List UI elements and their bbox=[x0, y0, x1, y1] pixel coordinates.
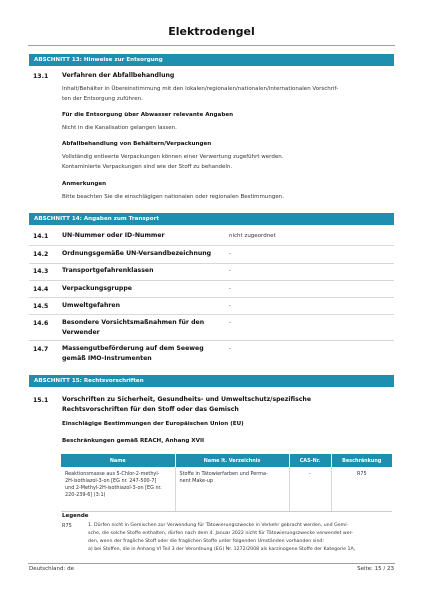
reach-restrictions-table bbox=[61, 454, 392, 512]
row-14-5-value: - bbox=[229, 303, 231, 309]
cell-listed-name bbox=[175, 467, 289, 511]
legend-text-line-1: 1. Dürfen nicht in Gemischen zur Verwendung für Tätowierungszwecke in Verkehr gebracht werden, und Gemi- bbox=[88, 523, 349, 528]
column-header-restriction: Beschränkung bbox=[331, 454, 392, 467]
row-14-2-label: Ordnungsgemäße UN-Versandbezeichnung bbox=[62, 250, 212, 257]
section-15-1-heading-line-1: Vorschriften zu Sicherheit, Gesundheits- und Umweltschutz/spezifische bbox=[62, 396, 312, 403]
section-13-1-heading: Verfahren der Abfallbehandlung bbox=[62, 72, 175, 79]
row-14-3-number: 14.3 bbox=[33, 268, 49, 275]
row-14-7-label-line-1: Massengutbeförderung auf dem Seeweg bbox=[62, 345, 204, 352]
reach-restrictions-subheading: Beschränkungen gemäß REACH, Anhang XVII bbox=[62, 438, 205, 444]
row-14-4-number: 14.4 bbox=[33, 286, 49, 293]
row-divider bbox=[29, 314, 394, 315]
row-divider bbox=[29, 280, 394, 281]
document-title: Elektrodengel bbox=[168, 25, 255, 38]
row-divider bbox=[29, 263, 394, 264]
listed-name-line: nent Make-up bbox=[179, 478, 214, 484]
packaging-subheading: Abfallbehandlung von Behältern/Verpackungen bbox=[62, 141, 212, 147]
section-14-header: ABSCHNITT 14: Angaben zum Transport bbox=[29, 213, 394, 225]
wastewater-text: Nicht in die Kanalisation gelangen lassen. bbox=[62, 125, 177, 131]
section-13-header: ABSCHNITT 13: Hinweise zur Entsorgung bbox=[29, 54, 394, 66]
eu-regulations-subheading: Einschlägige Bestimmungen der Europäischen Union (EU) bbox=[62, 421, 244, 427]
row-14-6-value: - bbox=[229, 320, 231, 326]
row-14-2-value: - bbox=[229, 251, 231, 257]
section-15-1-number: 15.1 bbox=[33, 397, 49, 404]
legend-title: Legende bbox=[62, 513, 89, 519]
row-14-1-number: 14.1 bbox=[33, 233, 49, 240]
row-14-4-label: Verpackungsgruppe bbox=[62, 285, 132, 292]
row-14-3-value: - bbox=[229, 268, 231, 274]
remarks-text: Bitte beachten Sie die einschlägigen nationalen oder regionalen Bestimmungen. bbox=[62, 194, 284, 200]
title-divider bbox=[28, 45, 395, 46]
footer-divider bbox=[28, 563, 395, 564]
table-row bbox=[61, 467, 392, 511]
row-14-7-number: 14.7 bbox=[33, 346, 49, 353]
cell-restriction: R75 bbox=[331, 467, 392, 511]
disposal-text-line-1: Inhalt/Behälter in Übereinstimmung mit den lokalen/regionalen/nationalen/internationalen Vorschrif- bbox=[62, 86, 339, 92]
footer-country: Deutschland: de bbox=[29, 566, 74, 572]
disposal-text-line-2: ten der Entsorgung zuführen. bbox=[62, 96, 143, 102]
substance-name-line: 2H-isothiazol-3-on [EG nr. 247-500-7] bbox=[65, 478, 157, 484]
row-divider bbox=[29, 340, 394, 341]
row-14-6-label-line-1: Besondere Vorsichtsmaßnahmen für den bbox=[62, 319, 205, 326]
row-14-2-number: 14.2 bbox=[33, 251, 49, 258]
substance-name-line: und 2-Methyl-2H-isothiazol-3-on [EG nr. bbox=[65, 485, 162, 491]
legend-text-line-3: den, wenn der fragliche Stoff oder die fraglichen Stoffe unter folgenden Umständen vorhanden sind: bbox=[88, 539, 324, 544]
listed-name-line: Stoffe in Tätowierfarben und Perma- bbox=[179, 471, 268, 477]
legend-text-line-4: a) bei Stoffen, die in Anhang VI Teil 3 der Verordnung (EG) Nr. 1272/2008 als karzinogene Stoffe der Kategorie 1A, bbox=[88, 547, 356, 552]
substance-name-line: 220-239-6] (3:1) bbox=[65, 492, 106, 498]
row-14-1-label: UN-Nummer oder ID-Nummer bbox=[62, 232, 165, 239]
section-15-header: ABSCHNITT 15: Rechtsvorschriften bbox=[29, 375, 394, 387]
footer-page-number: Seite: 15 / 23 bbox=[357, 566, 394, 572]
packaging-text-line-2: Kontaminierte Verpackungen sind wie der Stoff zu behandeln. bbox=[62, 164, 233, 170]
column-header-name: Name bbox=[61, 454, 175, 467]
substance-name-line: Reaktionsmasse aus 5-Chlor-2-methyl- bbox=[65, 471, 160, 477]
section-13-1-number: 13.1 bbox=[33, 73, 49, 80]
legend-text-line-2: sche, die solche Stoffe enthalten, dürfen nach dem 4. Januar 2022 nicht für Tätowierungszwecke verwendet wer- bbox=[88, 531, 353, 536]
row-divider bbox=[29, 245, 394, 246]
column-header-listed-name: Name lt. Verzeichnis bbox=[175, 454, 289, 467]
section-15-1-heading-line-2: Rechtsvorschriften für den Stoff oder das Gemisch bbox=[62, 406, 239, 413]
packaging-text-line-1: Vollständig entleerte Verpackungen können einer Verwertung zugeführt werden. bbox=[62, 154, 284, 160]
row-14-6-label-line-2: Verwender bbox=[62, 329, 100, 336]
column-header-cas: CAS-Nr. bbox=[289, 454, 331, 467]
row-14-6-number: 14.6 bbox=[33, 320, 49, 327]
remarks-subheading: Anmerkungen bbox=[62, 181, 107, 187]
cell-cas-number: - bbox=[289, 467, 331, 511]
row-14-4-value: - bbox=[229, 286, 231, 292]
row-14-7-value: - bbox=[229, 346, 231, 352]
row-14-7-label-line-2: gemäß IMO-Instrumenten bbox=[62, 355, 152, 362]
row-14-5-label: Umweltgefahren bbox=[62, 302, 121, 309]
table-header-row bbox=[61, 454, 392, 467]
row-divider bbox=[29, 297, 394, 298]
row-14-3-label: Transportgefahrenklassen bbox=[62, 267, 154, 274]
wastewater-subheading: Für die Entsorgung über Abwasser relevante Angaben bbox=[62, 112, 234, 118]
cell-substance-name bbox=[61, 467, 175, 511]
legend-code: R75 bbox=[62, 523, 72, 529]
row-14-1-value: nicht zugeordnet bbox=[229, 233, 276, 239]
row-14-5-number: 14.5 bbox=[33, 303, 49, 310]
